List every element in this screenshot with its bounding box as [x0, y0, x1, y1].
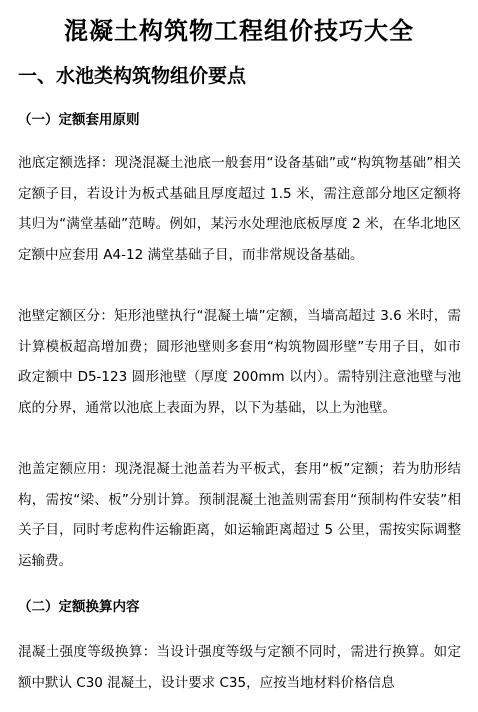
paragraph-pool-cover: 池盖定额应用：现浇混凝土池盖若为平板式，套用“板”定额；若为肋形结构，需按“梁、板”分别计算。预制混凝土池盖则需套用“预制构件安装”相关子目，同时考虑构件运输距离，如运输距离超过 5 公里，需按实际调整运输费。 — [18, 461, 461, 569]
paragraph-strength-conversion: 混凝土强度等级换算：当设计强度等级与定额不同时，需进行换算。如定额中默认 C30 混凝土，设计要求 C35，应按当地材料价格信息 — [18, 644, 461, 691]
paragraph-pool-bottom: 池底定额选择：现浇混凝土池底一般套用“设备基础”或“构筑物基础”相关定额子目，若设计为板式基础且厚度超过 1.5 米，需注意部分地区定额将其归为“满堂基础”范畴。例如，某污水处理池底板厚度 2 米，在华北地区定额中应套用 A4-12 满堂基础子目，而非常规设备基础。 — [18, 155, 461, 263]
subsection-heading-1: （一）定额套用原则 — [18, 112, 140, 128]
document-title: 混凝土构筑物工程组价技巧大全 — [64, 17, 414, 45]
paragraph-pool-wall: 池壁定额区分：矩形池壁执行“混凝土墙”定额，当墙高超过 3.6 米时，需计算模板超高增加费；圆形池壁则多套用“构筑物圆形壁”专用子目，如市政定额中 D5-123 圆形池壁（厚度 200mm 以内）。需特别注意池壁与池底的分界，通常以池底上表面为界，以下为基础，以上为池壁。 — [18, 308, 461, 416]
subsection-heading-2: （二）定额换算内容 — [18, 599, 140, 615]
section-heading-1: 一、水池类构筑物组价要点 — [18, 65, 247, 87]
